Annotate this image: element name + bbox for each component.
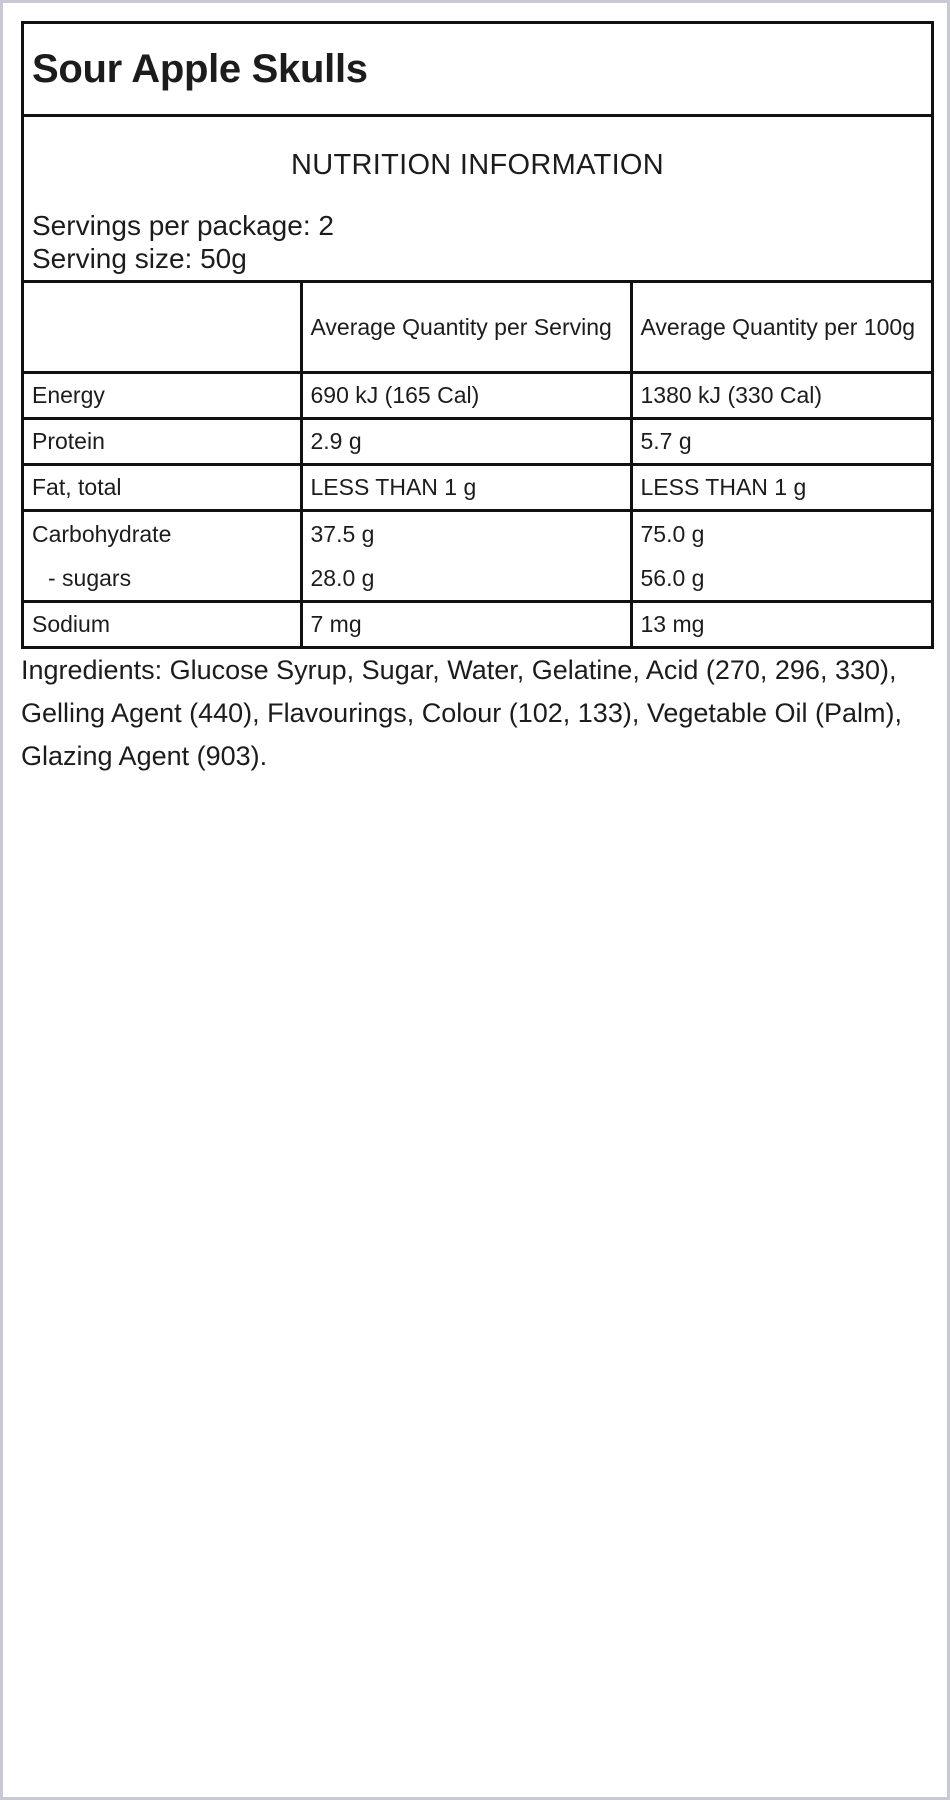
nutrient-label: Energy: [24, 372, 301, 418]
nutrition-label: [21, 21, 934, 649]
per-serving-subvalue: 28.0 g: [310, 564, 375, 591]
nutrition-heading: NUTRITION INFORMATION: [290, 149, 665, 181]
table-row-fat: [24, 464, 931, 510]
per-serving-value: 37.5 g: [310, 520, 375, 547]
column-header-per-100g: Average Quantity per 100g: [631, 283, 931, 372]
table-row-sodium: [24, 601, 931, 647]
nutrition-info-box: [24, 117, 931, 283]
table-row-protein: [24, 418, 931, 464]
nutrient-label: Carbohydrate: [32, 520, 172, 547]
title-box: [24, 24, 931, 117]
table-header-row: [24, 283, 931, 372]
nutrient-label: Fat, total: [24, 464, 301, 510]
column-header-per-serving: Average Quantity per Serving: [301, 283, 631, 372]
per-100g-value: LESS THAN 1 g: [631, 464, 931, 510]
per-100g-value: 75.0 g: [640, 520, 705, 547]
per-100g-value: 5.7 g: [631, 418, 931, 464]
table-row-carbohydrate: [24, 510, 931, 601]
table-row-energy: [24, 372, 931, 418]
per-serving-value-group: [301, 510, 631, 601]
per-100g-value: 13 mg: [631, 601, 931, 647]
servings-block: [32, 209, 334, 275]
nutrient-label: Sodium: [24, 601, 301, 647]
per-100g-value: 1380 kJ (330 Cal): [631, 372, 931, 418]
per-serving-value: 2.9 g: [301, 418, 631, 464]
per-serving-value: 690 kJ (165 Cal): [301, 372, 631, 418]
serving-size: Serving size: 50g: [32, 243, 247, 274]
nutrient-label-group: [24, 510, 301, 601]
per-serving-value: LESS THAN 1 g: [301, 464, 631, 510]
nutrient-label: Protein: [24, 418, 301, 464]
servings-per-package: Servings per package: 2: [32, 210, 334, 241]
nutrition-table: [24, 283, 931, 649]
per-100g-subvalue: 56.0 g: [640, 564, 705, 591]
ingredients-text: Ingredients: Glucose Syrup, Sugar, Water, Gelatine, Acid (270, 296, 330), Gelling Agent (440), Flavourings, Colour (102, 133), Vegetable Oil (Palm), Glazing Agent (903).: [21, 655, 902, 771]
per-100g-value-group: [631, 510, 931, 601]
column-header-blank: [24, 283, 301, 372]
per-serving-value: 7 mg: [301, 601, 631, 647]
product-title: Sour Apple Skulls: [32, 46, 368, 91]
nutrient-sublabel: - sugars: [48, 564, 132, 591]
